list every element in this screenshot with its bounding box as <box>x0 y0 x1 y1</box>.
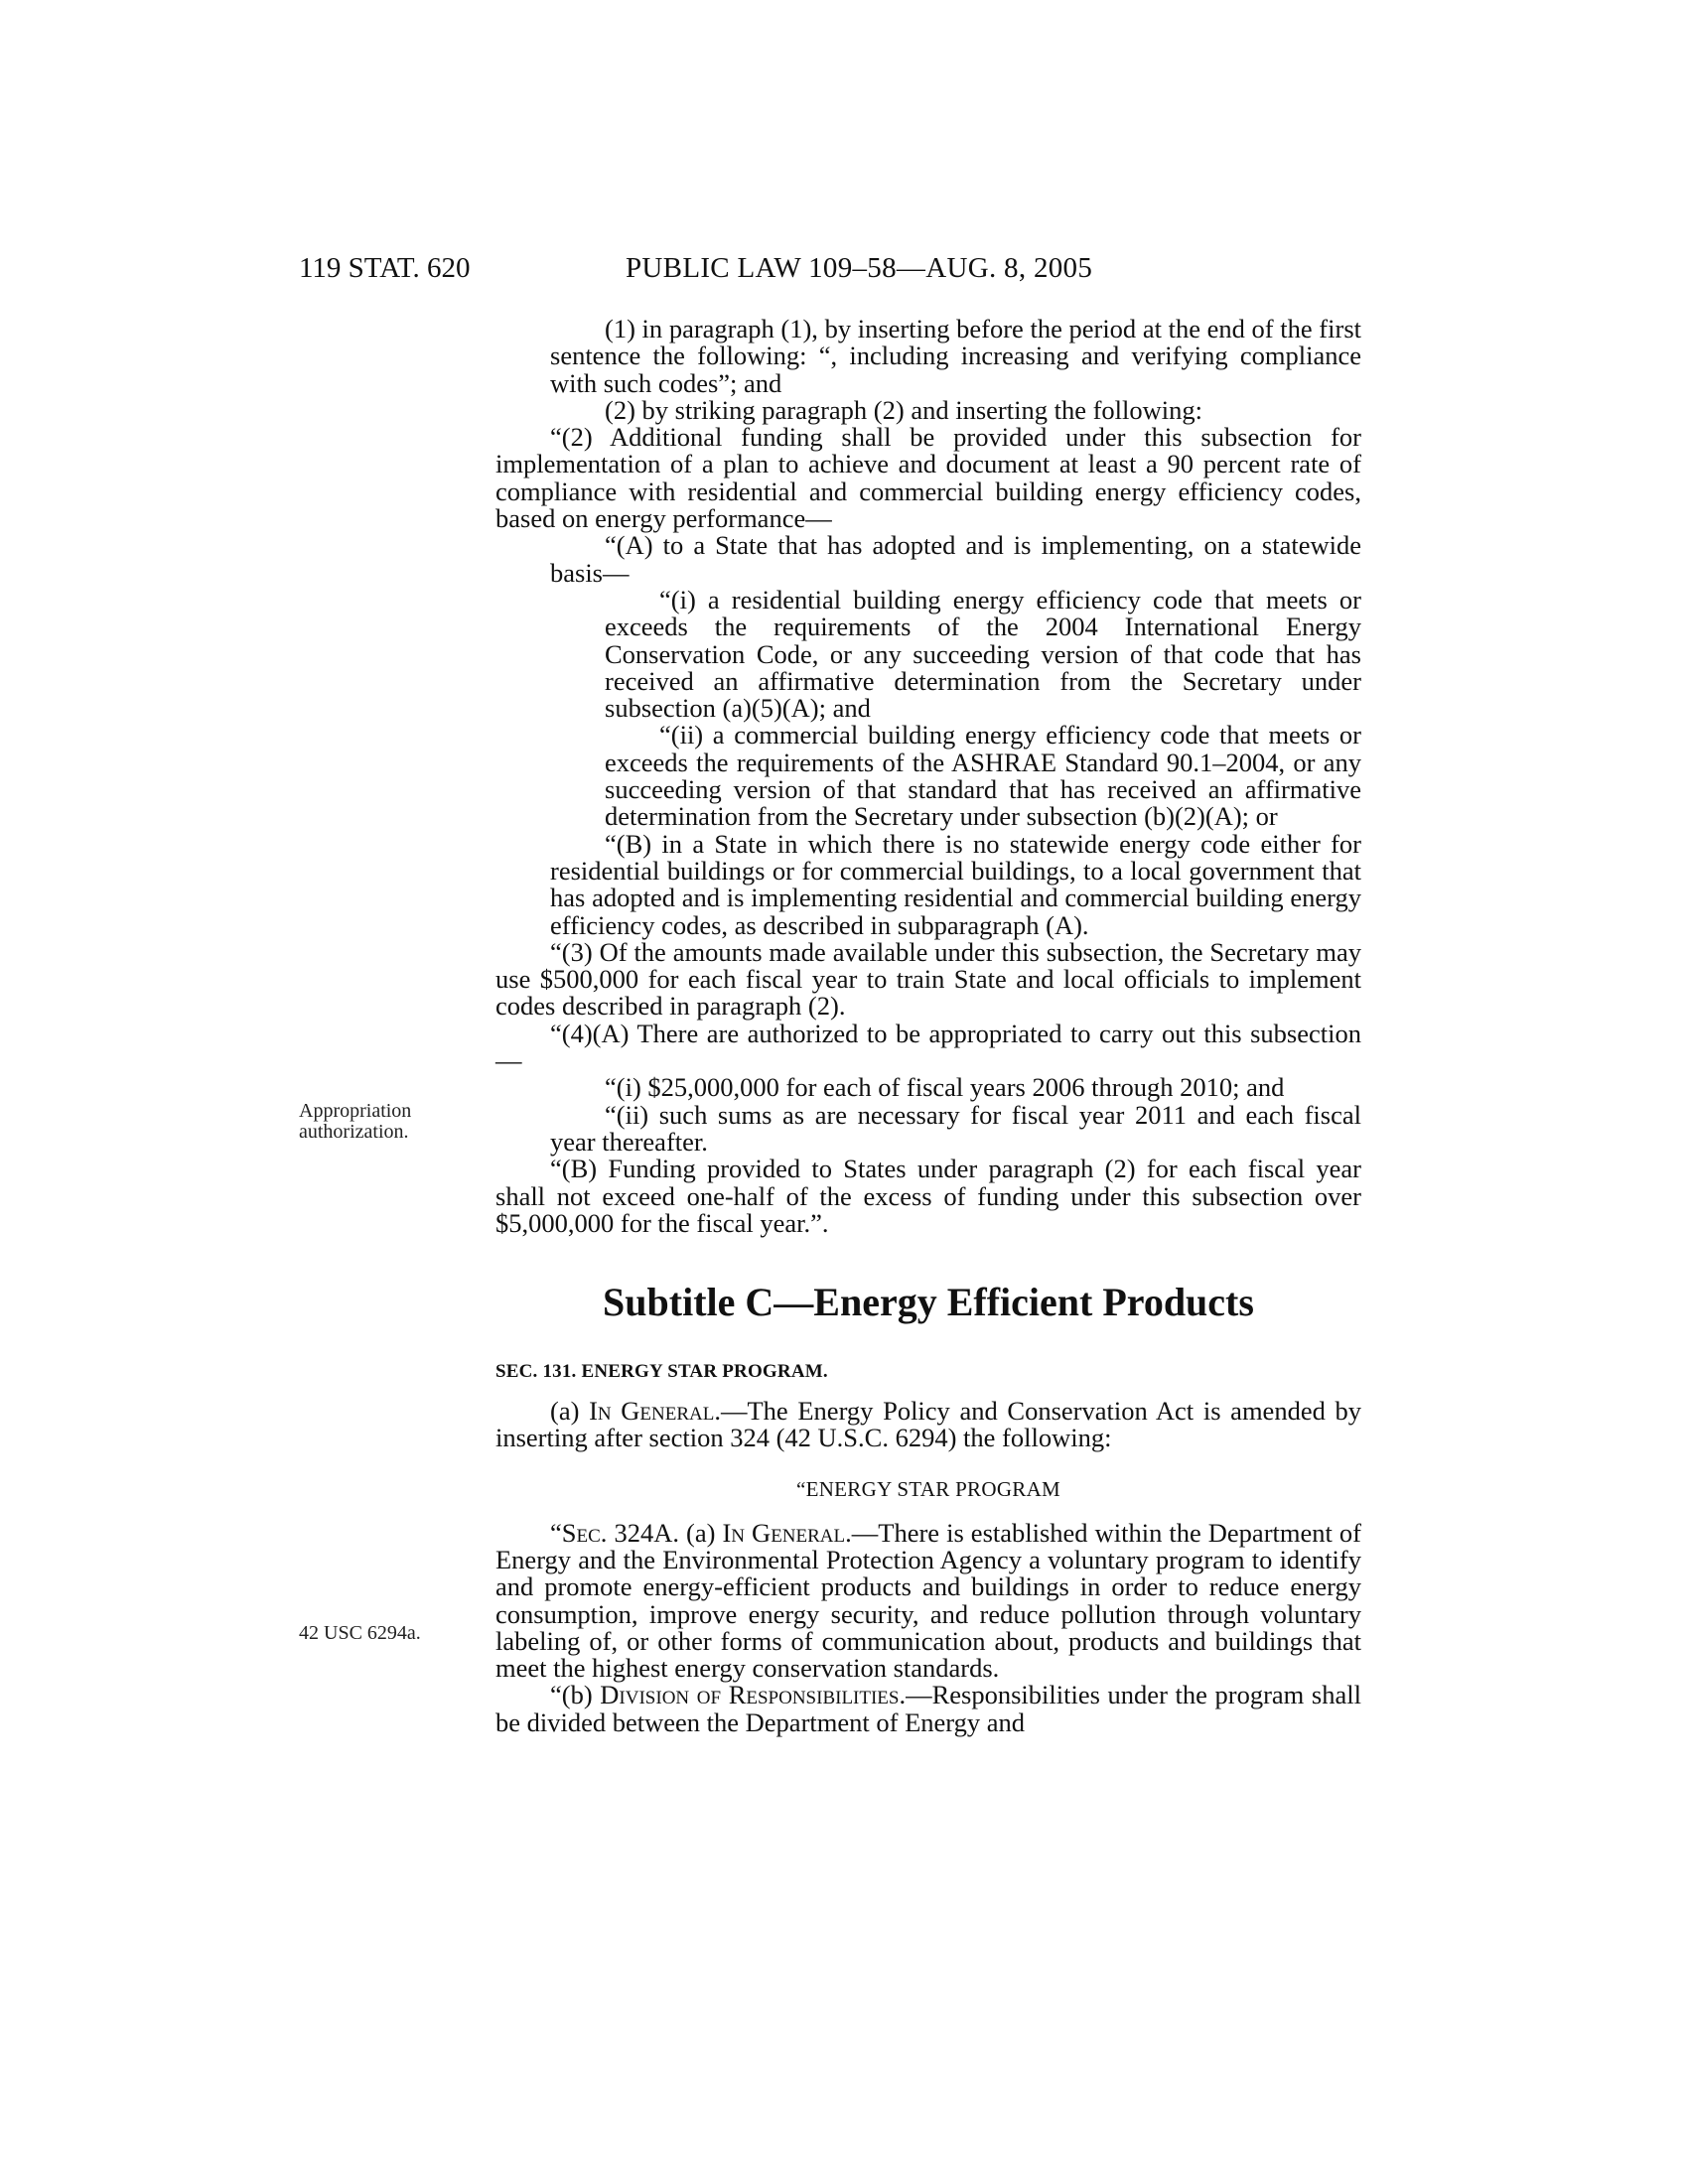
sec-324a-label: In General <box>722 1517 846 1548</box>
margin-note-usc: 42 USC 6294a. <box>299 1622 421 1644</box>
sec-324a-text: .—There is established within the Department of Energy and the Environmental Protection Agency a voluntary program to identify and promote energy-efficient products and buildings in order to reduce energy consumption, improve energy security, and reduce pollution through voluntary labeling of, or other forms of communication about, products and buildings that meet the highest energy conservation standards. <box>495 1517 1361 1684</box>
paragraph-3: “(2) Additional funding shall be provided under this subsection for implementation of a plan to achieve and document at least a 90 percent rate of compliance with residential and commercial building energy efficiency codes, based on energy performance— <box>495 422 1361 534</box>
section-heading: SEC. 131. ENERGY STAR PROGRAM. <box>495 1361 828 1383</box>
section-a-label: In General <box>589 1396 715 1427</box>
paragraph-6: “(ii) a commercial building energy efficiency code that meets or exceeds the requirements of the ASHRAE Standard 90.1–2004, or any succeeding version of that standard that has received an affirmative determination from the Secretary under subsection (b)(2)(A); or <box>605 720 1361 832</box>
sec-324a-b-paragraph <box>495 1682 1361 1736</box>
paragraph-2: (2) by striking paragraph (2) and inserting the following: <box>605 394 1202 425</box>
sec-324a-b-label: Division of Responsibilities <box>600 1680 900 1710</box>
paragraph-5: “(i) a residential building energy efficiency code that meets or exceeds the requirements of the 2004 International Energy Conservation Code, or any succeeding version of that code that has received an affirmative determination from the Secretary under subsection (a)(5)(A); and <box>605 584 1361 724</box>
sec-324a-paragraph <box>495 1517 1361 1684</box>
document-body <box>495 316 1361 1736</box>
paragraph-11: “(ii) such sums as are necessary for fiscal year 2011 and each fiscal year thereafter. <box>550 1099 1361 1157</box>
paragraph-4: “(A) to a State that has adopted and is implementing, on a statewide basis— <box>550 530 1361 588</box>
page-reference: 119 STAT. 620 <box>299 252 471 284</box>
sec-324a-b-text: .—Responsibilities under the program shall be divided between the Department of Energy and <box>495 1680 1361 1737</box>
paragraph-9: “(4)(A) There are authorized to be appropriated to carry out this subsection— <box>495 1018 1361 1076</box>
subtitle-heading: Subtitle C—Energy Efficient Products <box>603 1280 1254 1325</box>
margin-note-appropriation: Appropriation authorization. <box>299 1100 412 1143</box>
sec-324a-b-lead: “(b) <box>550 1680 601 1710</box>
paragraph-1: (1) in paragraph (1), by inserting before the period at the end of the first sentence the following: “, including increasing and verifying compliance with such codes”; and <box>550 314 1361 398</box>
section-a-lead: (a) <box>550 1396 590 1427</box>
section-a-text: .—The Energy Policy and Conservation Act is amended by inserting after section 324 (42 U.S.C. 6294) the following: <box>495 1396 1361 1453</box>
paragraph-7: “(B) in a State in which there is no statewide energy code either for residential buildings or for commercial buildings, to a local government that has adopted and is implementing residential and commercial building energy efficiency codes, as described in subparagraph (A). <box>550 828 1361 940</box>
sec-324a-lead: “ <box>550 1517 562 1548</box>
law-title-header: PUBLIC LAW 109–58—AUG. 8, 2005 <box>626 252 1093 284</box>
paragraph-8: “(3) Of the amounts made available under this subsection, the Secretary may use $500,000 for each fiscal year to train State and local officials to implement codes described in paragraph (2). <box>495 936 1361 1022</box>
sec-324a-sec-rest: . 324A. (a) <box>600 1517 723 1548</box>
paragraph-12: “(B) Funding provided to States under paragraph (2) for each fiscal year shall not exceed one-half of the excess of funding under this subsection over $5,000,000 for the fiscal year.”. <box>495 1154 1361 1238</box>
energy-star-heading: “ENERGY STAR PROGRAM <box>795 1476 1061 1501</box>
paragraph-10: “(i) $25,000,000 for each of fiscal years 2006 through 2010; and <box>605 1072 1285 1103</box>
sec-324a-sec-label: Sec <box>561 1517 601 1548</box>
section-a-paragraph <box>495 1398 1361 1452</box>
